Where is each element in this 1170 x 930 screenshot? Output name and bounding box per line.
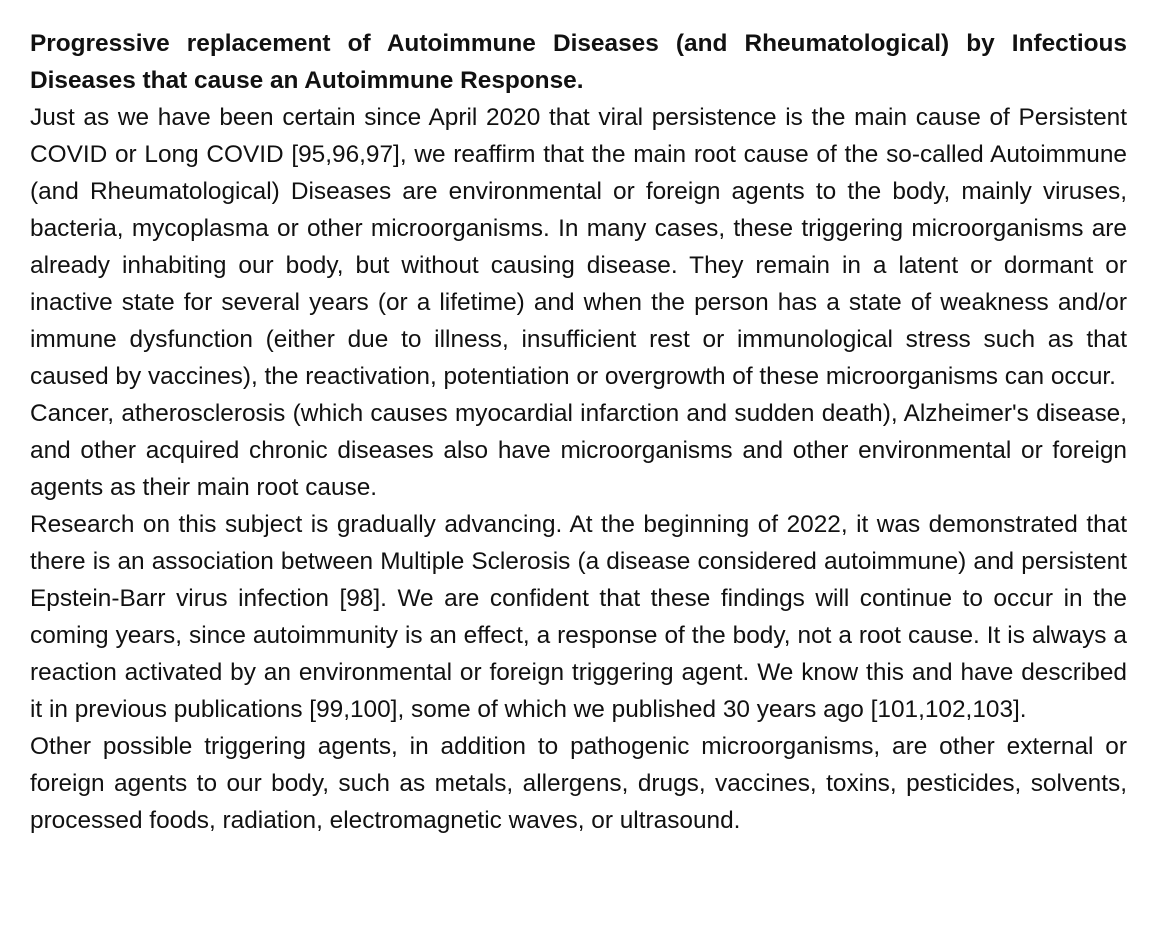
section-heading: Progressive replacement of Autoimmune Diseases (and Rheumatological) by Infectious Diseases that cause an Autoimmune Response. [30, 30, 1127, 94]
paragraph-triggering-agents: Other possible triggering agents, in addition to pathogenic microorganisms, are other external or foreign agents to our body, such as metals, allergens, drugs, vaccines, toxins, pesticides, solvents, processed foods, radiation, electromagnetic waves, or ultrasound. [30, 733, 1127, 834]
paragraph-chronic-diseases: Cancer, atherosclerosis (which causes myocardial infarction and sudden death), Alzheimer's disease, and other acquired chronic diseases also have microorganisms and other environmental or foreign agents as their main root cause. [30, 400, 1127, 501]
paragraph-research: Research on this subject is gradually advancing. At the beginning of 2022, it was demonstrated that there is an association between Multiple Sclerosis (a disease considered autoimmune) and persistent Epstein-Barr virus infection [98]. We are confident that these findings will continue to occur in the coming years, since autoimmunity is an effect, a response of the body, not a root cause. It is always a reaction activated by an environmental or foreign triggering agent. We know this and have described it in previous publications [99,100], some of which we published 30 years ago [101,102,103]. [30, 511, 1127, 723]
paragraph-viral-persistence: Just as we have been certain since April 2020 that viral persistence is the main cause of Persistent COVID or Long COVID [95,96,97], we reaffirm that the main root cause of the so-called Autoimmune (and Rheumatological) Diseases are environmental or foreign agents to the body, mainly viruses, bacteria, mycoplasma or other microorganisms. In many cases, these triggering microorganisms are already inhabiting our body, but without causing disease. They remain in a latent or dormant or inactive state for several years (or a lifetime) and when the person has a state of weakness and/or immune dysfunction (either due to illness, insufficient rest or immunological stress such as that caused by vaccines), the reactivation, potentiation or overgrowth of these microorganisms can occur. [30, 104, 1127, 390]
document-body [30, 25, 1127, 839]
